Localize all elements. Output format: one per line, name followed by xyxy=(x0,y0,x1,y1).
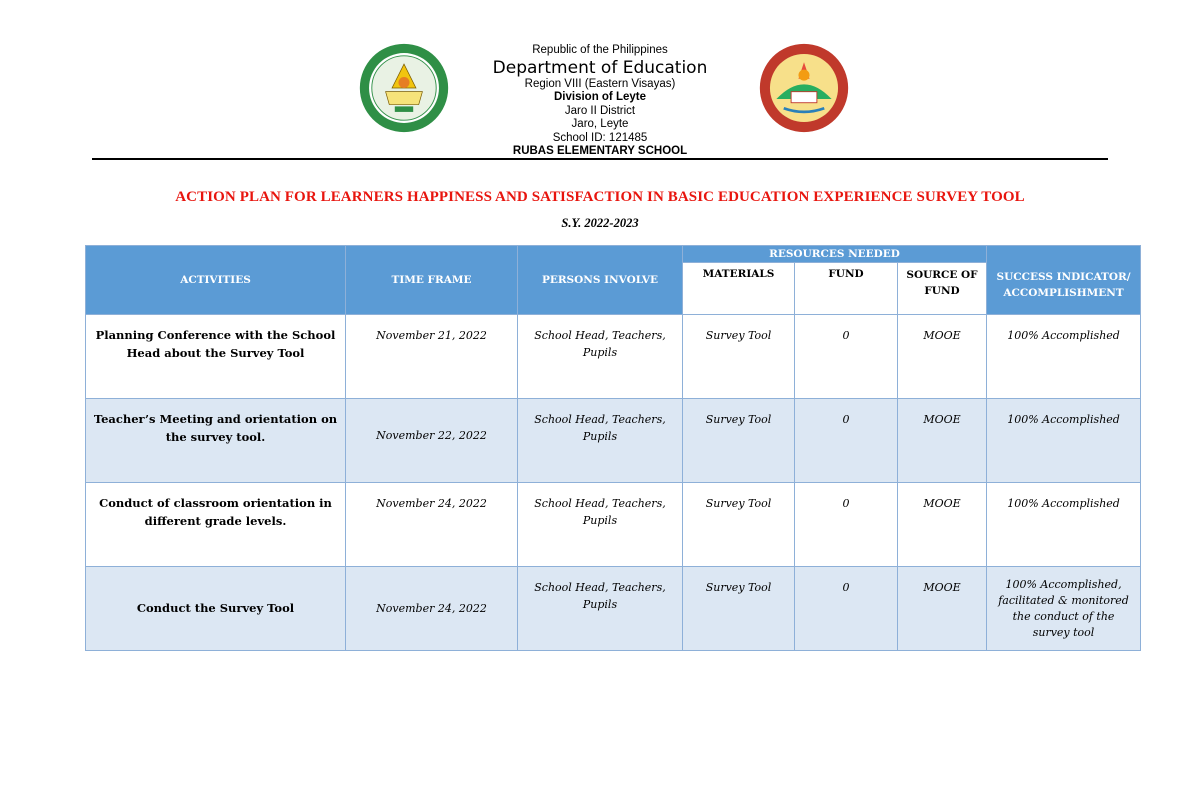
activity-cell: Conduct of classroom orientation in different grade levels. xyxy=(86,483,346,567)
action-plan-table xyxy=(85,245,1141,651)
activity-cell: Planning Conference with the School Head about the Survey Tool xyxy=(86,315,346,399)
table-row xyxy=(86,315,1141,399)
source-cell: MOOE xyxy=(898,567,987,651)
table-row xyxy=(86,399,1141,483)
success-cell: 100% Accomplished, facilitated & monitored the conduct of the survey tool xyxy=(987,567,1141,651)
materials-cell: Survey Tool xyxy=(683,399,795,483)
fund-cell: 0 xyxy=(795,567,898,651)
materials-cell: Survey Tool xyxy=(683,567,795,651)
table-row xyxy=(86,483,1141,567)
success-cell: 100% Accomplished xyxy=(987,483,1141,567)
header-fund: FUND xyxy=(795,263,898,315)
school-id-line: School ID: 121485 xyxy=(552,131,648,144)
persons-cell: School Head, Teachers, Pupils xyxy=(518,315,683,399)
activity-cell: Conduct the Survey Tool xyxy=(86,567,346,651)
success-cell: 100% Accomplished xyxy=(987,315,1141,399)
source-cell: MOOE xyxy=(898,399,987,483)
fund-cell: 0 xyxy=(795,483,898,567)
fund-cell: 0 xyxy=(795,399,898,483)
department-name: Department of Education xyxy=(492,57,708,78)
division-line: Division of Leyte xyxy=(553,91,647,104)
school-year: S.Y. 2022-2023 xyxy=(561,216,639,230)
letterhead xyxy=(450,44,750,159)
source-cell: MOOE xyxy=(898,483,987,567)
header-time-frame: TIME FRAME xyxy=(346,246,518,315)
table-row xyxy=(86,567,1141,651)
materials-cell: Survey Tool xyxy=(683,315,795,399)
time-cell: November 24, 2022 xyxy=(346,567,518,651)
division-of-leyte-logo xyxy=(358,42,450,134)
persons-cell: School Head, Teachers, Pupils xyxy=(518,399,683,483)
header-activities: ACTIVITIES xyxy=(86,246,346,315)
header-success: SUCCESS INDICATOR/ ACCOMPLISHMENT xyxy=(987,246,1141,315)
time-cell: November 22, 2022 xyxy=(346,399,518,483)
persons-cell: School Head, Teachers, Pupils xyxy=(518,483,683,567)
time-cell: November 24, 2022 xyxy=(346,483,518,567)
source-cell: MOOE xyxy=(898,315,987,399)
country-line: Republic of the Philippines xyxy=(532,44,668,56)
header-divider xyxy=(92,158,1108,160)
activity-cell: Teacher’s Meeting and orientation on the survey tool. xyxy=(86,399,346,483)
town-line: Jaro, Leyte xyxy=(571,118,629,131)
header-persons: PERSONS INVOLVE xyxy=(518,246,683,315)
region-line: Region VIII (Eastern Visayas) xyxy=(524,77,676,90)
rubas-school-logo xyxy=(758,42,850,134)
success-cell: 100% Accomplished xyxy=(987,399,1141,483)
header-source: SOURCE OF FUND xyxy=(898,263,987,315)
fund-cell: 0 xyxy=(795,315,898,399)
header-resources: RESOURCES NEEDED xyxy=(683,246,987,263)
time-cell: November 21, 2022 xyxy=(346,315,518,399)
persons-cell: School Head, Teachers, Pupils xyxy=(518,567,683,651)
materials-cell: Survey Tool xyxy=(683,483,795,567)
district-line: Jaro II District xyxy=(564,104,636,117)
document-title: ACTION PLAN FOR LEARNERS HAPPINESS AND SATISFACTION IN BASIC EDUCATION EXPERIENCE SURVEY TOOL xyxy=(175,189,1025,205)
header-materials: MATERIALS xyxy=(683,263,795,315)
school-name: RUBAS ELEMENTARY SCHOOL xyxy=(512,145,688,158)
